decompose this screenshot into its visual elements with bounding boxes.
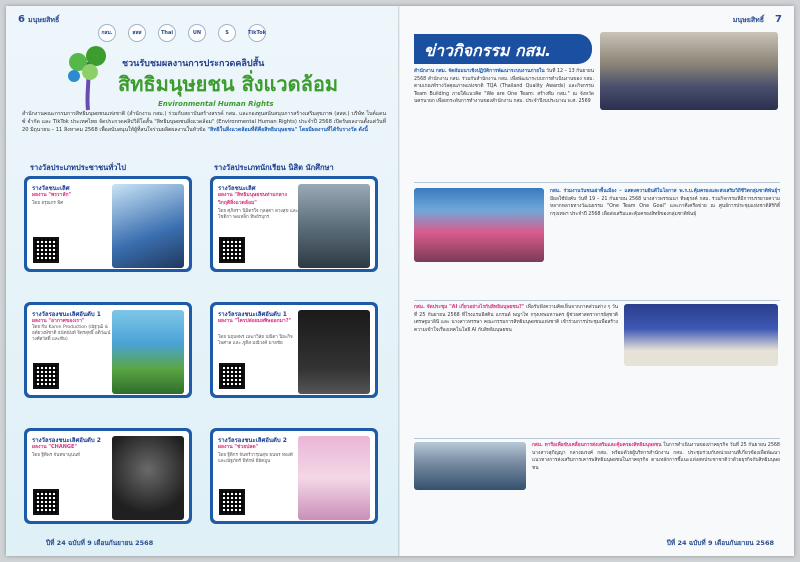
issue-footer: ปีที่ 24 ฉบับที่ 9 เดือนกันยายน 2568 <box>46 539 154 547</box>
partner-logo: สสส <box>128 24 146 42</box>
video-thumbnail[interactable] <box>112 310 184 394</box>
news-paragraph <box>414 304 618 334</box>
video-thumbnail[interactable] <box>112 184 184 268</box>
page-number: 7 <box>775 14 782 25</box>
news-lead: สำนักงาน กสม. จัดสัมมนาเชิงปฏิบัติการพัฒนาระบบงานภายใน <box>414 69 545 74</box>
award-card <box>210 428 378 524</box>
category-general: รางวัลประเภทประชาชนทั่วไป <box>30 163 127 172</box>
award-title: รางวัลรองชนะเลิศอันดับ 1 <box>32 311 101 318</box>
award-by: โดย ฐิติกร จันทร์วารุณสุข ธนพร ทองดี และณัฐภัทร์ พิทักษ์ มีธัตมูน <box>218 453 293 464</box>
award-card <box>210 302 378 398</box>
video-thumbnail[interactable] <box>112 436 184 520</box>
award-title: รางวัลชนะเลิศ <box>218 185 256 192</box>
award-by: โดย ศุภิสรา นิมิตรใจ กุลสุดา ดวงสุข และโชติกา พลเหล็ก ทิพย์รบุกร <box>218 209 299 220</box>
award-work: ผลงาน "พรราลัก" <box>32 192 72 198</box>
magazine-spread <box>6 6 794 556</box>
event-photo <box>414 442 526 490</box>
news-lead: กสม. ร่วมงานวันชนเผ่าพื้นเมือง – แสดงความยินดีในโอกาส พ.ร.บ.คุ้มครองและส่งเสริมวิถีชีวิตกลุ่มชาติพันธุ์ฯ <box>550 189 780 194</box>
header-english: Environmental Human Rights <box>158 100 274 108</box>
tree-illustration-icon <box>64 42 112 112</box>
intro-paragraph <box>22 110 386 134</box>
left-page <box>6 6 400 556</box>
news-lead: กสม. หารือเพื่อขับเคลื่อนการส่งเสริมและคุ้มครองสิทธิมนุษยชน <box>532 443 662 448</box>
award-title: รางวัลรองชนะเลิศอันดับ 2 <box>218 437 287 444</box>
partner-logo: TikTok <box>248 24 266 42</box>
award-work: ผลงาน "ใครปล่อยมลพิษออกมา?" <box>218 318 292 324</box>
partner-logo: กสม. <box>98 24 116 42</box>
qr-code-icon[interactable] <box>33 237 59 263</box>
intro-highlight: "สิทธิในสิ่งแวดล้อมที่ดีคือสิทธิมนุษยชน" โดยมีผลงานที่ได้รับรางวัล ดังนี้ <box>207 127 368 133</box>
news-text: วันที่ 12 – 13 กันยายน 2568 สำนักงาน กสม. ร่วมกับสำนักงาน กสม. เพื่อพัฒนาระบบการดำเนินงานของ กสม. ตามเกณฑ์รางวัลคุณภาพแห่งชาติ TQA (Thailand Quality Awards) และกิจกรรม Team Building ภายใต้แนวคิด "We are One Team: สร้างทีม กสม." ณ จังหวัดนครนายก เพื่อยกระดับการทำงานของสำนักงาน กสม. ประจำปีงบประมาณ พ.ศ. 2569 <box>414 69 595 104</box>
award-work: ผลงาน "CHANGE" <box>32 444 78 450</box>
award-card <box>210 176 378 272</box>
award-card <box>24 176 192 272</box>
video-thumbnail[interactable] <box>298 436 370 520</box>
intro-text: สำนักงานคณะกรรมการสิทธิมนุษยชนแห่งชาติ (สำนักงาน กสม.) ร่วมกับสถาบันสร้างสรรค์ กสม. และกองทุนสนับสนุนการสร้างเสริมสุขภาพ (สสส.) บริษัท ไบต์แดนซ์ จำกัด และ TikTok ประเทศไทย จัดประกวดคลิปวิดีโอสั้น "สิทธิมนุษยชนสิ่งแวดล้อม" (Environmental Human Rights) ประจำปี 2568 เปิดรับผลงานตั้งแต่วันที่ 20 มิถุนายน – 11 สิงหาคม 2568 เพื่อสนับสนุนให้ผู้ที่สนใจร่วมผลิตผลงานในหัวข้อ <box>22 111 386 133</box>
news-paragraph <box>550 188 780 218</box>
video-thumbnail[interactable] <box>298 184 370 268</box>
category-student: รางวัลประเภทนักเรียน นิสิต นักศึกษา <box>214 163 334 172</box>
event-photo <box>414 188 544 262</box>
news-text: ในการดำเนินงานของภาคธุรกิจ วันที่ 25 กันยายน 2568 นางสาวสุภิญญา กลางณรงค์ กสม. พร้อมด้วยผู้บริหารสำนักงาน กสม. ประชุมร่วมกับหน่วยงานที่เกี่ยวข้องเพื่อพัฒนาแนวทางการส่งเสริมการเคารพสิทธิมนุษยชนในภาคธุรกิจ ตามหลักการชี้แนะแห่งสหประชาชาติว่าด้วยธุรกิจกับสิทธิมนุษยชน <box>532 443 780 471</box>
news-lead: กสม. จัดประชุม "AI เกี่ยวอย่างไรกับสิทธิมนุษยชน?" <box>414 305 525 310</box>
issue-footer: ปีที่ 24 ฉบับที่ 9 เดือนกันยายน 2568 <box>666 539 774 547</box>
video-thumbnail[interactable] <box>298 310 370 394</box>
brand-label: มนุษยสิทธิ์ <box>732 16 764 24</box>
qr-code-icon[interactable] <box>33 489 59 515</box>
partner-logo: UN <box>188 24 206 42</box>
award-by: โดย ฐิติพร จันทพานุนนท์ <box>32 453 80 458</box>
partner-logos <box>98 24 266 42</box>
qr-code-icon[interactable] <box>219 489 245 515</box>
header-title: สิทธิมนุษยชน สิ่งแวดล้อม <box>118 72 339 96</box>
award-work: ผลงาน "ช่วยปลด" <box>218 444 259 450</box>
news-paragraph <box>414 68 594 106</box>
partner-logo: S <box>218 24 236 42</box>
section-divider <box>414 182 780 183</box>
award-title: รางวัลชนะเลิศ <box>32 185 70 192</box>
news-text: มีผลใช้บังคับ วันที่ 19 – 21 กันยายน 2568 นางสาวพรรณนา ทิพยุรงค์ กสม. ร่วมกิจกรรมที่มีการบรรยายความหลากหลายทางวัฒนธรรม "One Team One Goal" และภาคีเครือข่าย ณ ศูนย์การประชุมแห่งชาติสิริกิติ์ กรุงเทพฯ ประจำปี 2568 เพื่อส่งเสริมและคุ้มครองสิทธิของกลุ่มชาติพันธุ์ <box>550 196 780 217</box>
award-card <box>24 428 192 524</box>
right-page <box>400 6 794 556</box>
news-section-title: ข่าวกิจกรรม กสม. <box>414 34 592 64</box>
news-paragraph <box>532 442 780 472</box>
page-number: 6 <box>18 14 25 25</box>
header-subtitle: ชวนรับชมผลงานการประกวดคลิปสั้น <box>122 59 265 69</box>
award-card <box>24 302 192 398</box>
qr-code-icon[interactable] <box>219 363 245 389</box>
partner-logo: Thai <box>158 24 176 42</box>
award-by: โดย อรุณกร พิศ <box>32 201 64 206</box>
section-divider <box>414 438 780 439</box>
news-text: เพื่อรับฟังความคิดเห็นจากภาคส่วนต่าง ๆ วันที่ 25 กันยายน 2568 ที่โรงแรมอีสติน แกรนด์ พญาไท กรุงเทพมหานคร ผู้ช่วยศาสตราจารย์สุชาติ เศรษฐมาลินี และ นางสาวหรรษา คณะกรรมการสิทธิมนุษยชนแห่งชาติ เข้าร่วมการประชุมเพื่อสร้างความเข้าใจเรื่องเทคโนโลยี AI กับสิทธิมนุษยชน <box>414 305 618 333</box>
award-work: ผลงาน "สิทธิมนุษยชนท่ามกลางวิกฤติสิ่งแวดล้อม" <box>218 192 287 206</box>
award-title: รางวัลรองชนะเลิศอันดับ 2 <box>32 437 101 444</box>
event-photo <box>600 32 778 110</box>
award-work: ผลงาน "อากาศของเรา" <box>32 318 85 324</box>
section-divider <box>414 300 780 301</box>
award-by: โดย กีม Karen Production (ณัฐวุฒิ ฉ่อดัยวงษ์ชาติ ธนัตนันท์ จิตรสุทธิ์ อติวัฒน์ วงศ์สวัสดิ์ และทีม) <box>32 325 111 342</box>
event-photo <box>624 304 778 366</box>
qr-code-icon[interactable] <box>219 237 245 263</box>
award-title: รางวัลรองชนะเลิศอันดับ 1 <box>218 311 287 318</box>
brand-label: มนุษยสิทธิ์ <box>28 16 60 24</box>
award-by: โดย นฤมลพร เมฆาวิลัย ปณิดา ปิยะกิจไพศาล และ ภูดิส มณีวงค์ มาลชัย <box>218 335 293 346</box>
qr-code-icon[interactable] <box>33 363 59 389</box>
